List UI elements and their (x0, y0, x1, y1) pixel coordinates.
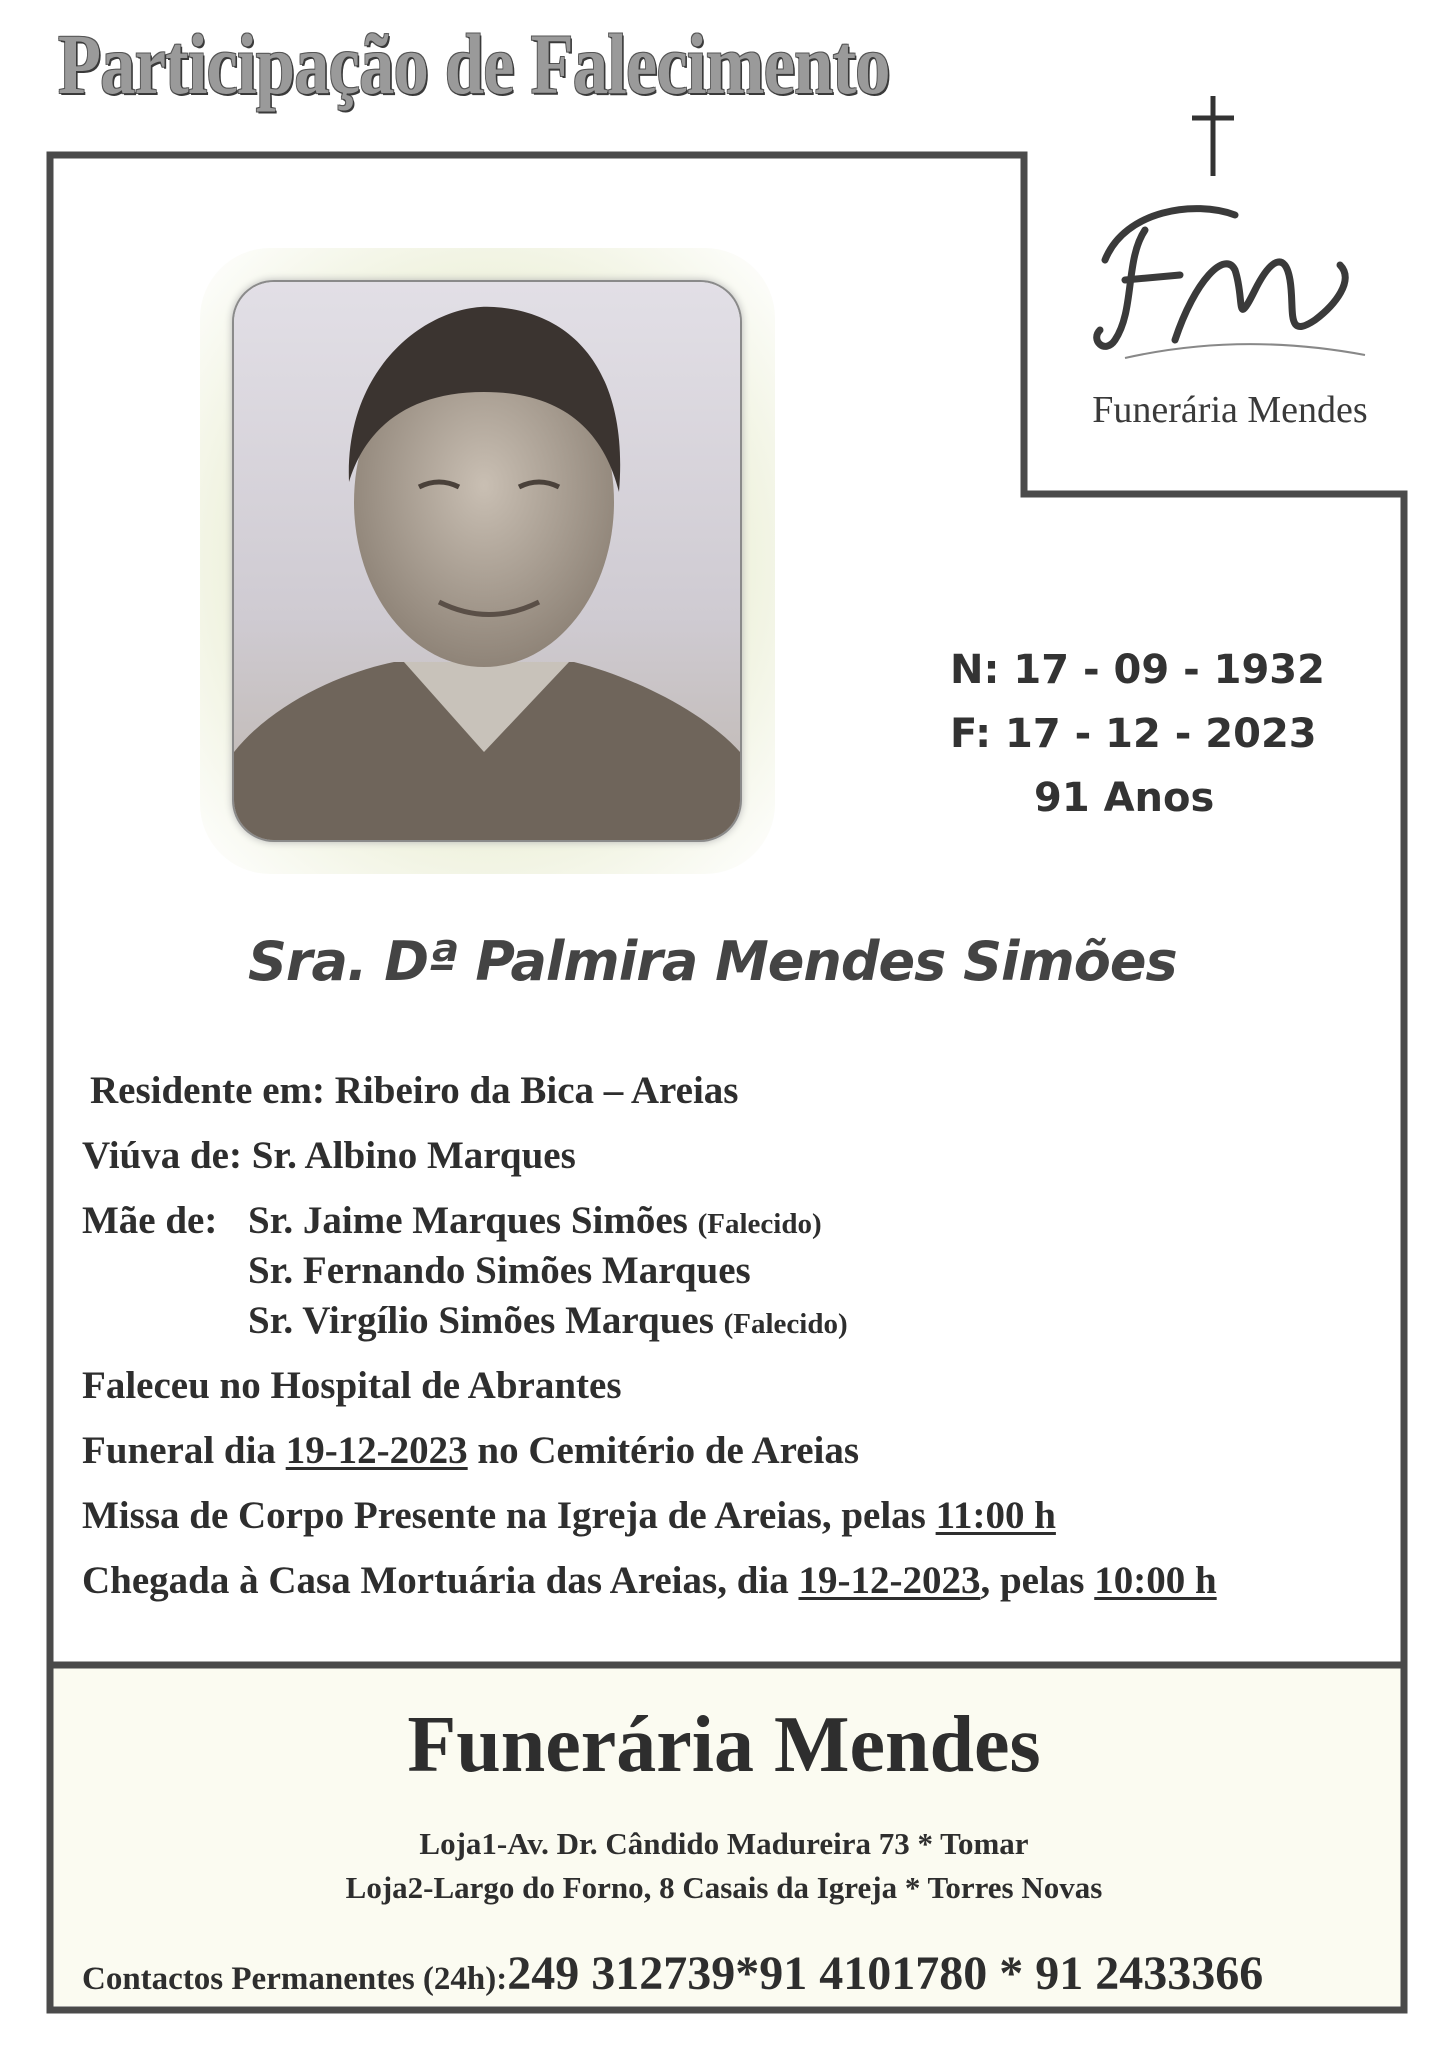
mass-line (82, 1493, 1056, 1538)
page-title: Participação de Falecimento (58, 16, 890, 112)
mass-prefix: Missa de Corpo Presente na Igreja de Areias, pelas (82, 1494, 936, 1537)
arrival-line (82, 1558, 1217, 1603)
dates-block (950, 638, 1325, 830)
brand-name: Funerária Mendes (1092, 389, 1368, 431)
contacts-line (82, 1946, 1263, 2001)
residence-line: Residente em: Ribeiro da Bica – Areias (90, 1069, 739, 1112)
arrival-time: 10:00 h (1094, 1559, 1217, 1602)
portrait-illustration (234, 282, 740, 840)
birth-date: N: 17 - 09 - 1932 (950, 647, 1325, 693)
arrival-mid: , pelas (980, 1559, 1095, 1602)
portrait-photo (234, 282, 740, 840)
child-name: Sr. Fernando Simões Marques (248, 1249, 751, 1292)
child-item (248, 1198, 822, 1243)
footer-title: Funerária Mendes (407, 1701, 1041, 1789)
mass-time: 11:00 h (935, 1494, 1056, 1537)
child-item (248, 1298, 848, 1343)
child-name: Sr. Jaime Marques Simões (248, 1199, 688, 1242)
funeral-prefix: Funeral dia (82, 1429, 286, 1472)
phone-numbers: 249 312739*91 4101780 * 91 2433366 (507, 1947, 1264, 2000)
death-date: F: 17 - 12 - 2023 (950, 711, 1317, 757)
deceased-name: Sra. Dª Palmira Mendes Simões (248, 930, 1177, 993)
age: 91 Anos (1034, 775, 1215, 821)
child-item (248, 1248, 751, 1293)
store-address-1: Loja1-Av. Dr. Cândido Madureira 73 * Tomar (419, 1826, 1029, 1861)
fm-monogram-icon (1085, 190, 1375, 360)
arrival-prefix: Chegada à Casa Mortuária das Areias, dia (82, 1559, 799, 1602)
contacts-label: Contactos Permanentes (24h): (82, 1961, 508, 1997)
death-place-line: Faleceu no Hospital de Abrantes (82, 1364, 622, 1407)
store-address-2: Loja2-Largo do Forno, 8 Casais da Igreja * Torres Novas (345, 1870, 1103, 1905)
cross-icon (1190, 96, 1236, 176)
funeral-suffix: no Cemitério de Areias (467, 1429, 860, 1472)
child-note: (Falecido) (697, 1208, 822, 1240)
funeral-line (82, 1428, 859, 1473)
child-name: Sr. Virgílio Simões Marques (248, 1299, 714, 1342)
widow-line: Viúva de: Sr. Albino Marques (82, 1134, 576, 1177)
mother-label: Mãe de: (82, 1199, 218, 1242)
child-note: (Falecido) (723, 1308, 848, 1340)
arrival-date: 19-12-2023 (798, 1559, 981, 1602)
funeral-date: 19-12-2023 (285, 1429, 468, 1472)
